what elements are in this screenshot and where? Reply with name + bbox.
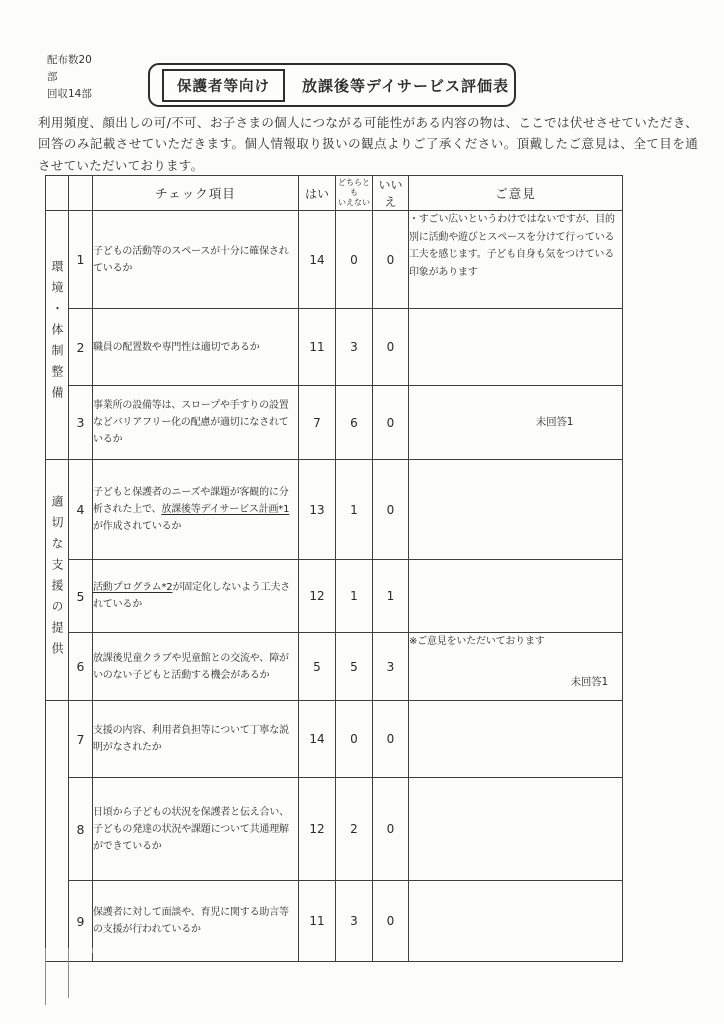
header-category-blank [46,176,69,211]
count-neither: 1 [336,460,373,560]
count-yes: 11 [299,309,336,386]
row-number: 3 [69,386,93,460]
count-no: 1 [373,560,409,633]
check-item-text: 事業所の設備等は、スロープや手すりの設置などバリアフリー化の配慮が適切になされているか [93,386,299,460]
check-item-underlined-term: 活動プログラム*2 [93,582,173,593]
header-comment: ご意見 [409,176,623,211]
comment-cell [409,560,623,633]
count-no: 0 [373,881,409,962]
count-neither: 6 [336,386,373,460]
table-header-row [46,176,623,211]
count-yes: 12 [299,778,336,881]
count-neither: 3 [336,309,373,386]
header-check-item: チェック項目 [93,176,299,211]
table-row [46,211,623,309]
category-label: 適切な支援の提供 [50,494,64,663]
count-neither: 2 [336,778,373,881]
comment-cell [409,309,623,386]
count-yes: 14 [299,701,336,778]
check-item-text: 支援の内容、利用者負担等について丁寧な説明がなされたか [93,701,299,778]
header-neither-line1: どちらとも [338,178,370,197]
audience-badge: 保護者等向け [162,69,285,102]
comment-cell [409,881,623,962]
distribution-note-line3: 回収14部 [47,87,92,100]
check-item-text: 放課後児童クラブや児童館との交流や、障がいのない子どもと活動する機会があるか [93,633,299,701]
category-cell-support [46,460,69,701]
check-item-underlined-term: 放課後等デイサービス計画*1 [161,504,290,515]
count-yes: 7 [299,386,336,460]
count-yes: 12 [299,560,336,633]
count-yes: 13 [299,460,336,560]
comment-cell [409,778,623,881]
distribution-note [47,52,92,102]
comment-note: ※ご意見をいただいております [409,636,545,647]
check-item-segment: が作成されているか [93,521,182,532]
count-neither: 1 [336,560,373,633]
title-box [148,63,516,107]
check-item-text [93,460,299,560]
check-item-text [93,560,299,633]
row-number: 8 [69,778,93,881]
category-label: 環境・体制整備 [50,260,64,407]
check-item-segment: 子どもと保護者のニーズや課題が客観的に分析された上で、 [93,487,289,515]
header-yes: はい [299,176,336,211]
comment-cell [409,386,623,460]
category-cell-blank [46,701,69,962]
comment-cell [409,460,623,560]
header-neither-line2: いえない [338,198,370,207]
distribution-note-line2: 部 [47,70,58,83]
row-number: 2 [69,309,93,386]
check-item-text: 保護者に対して面談や、育児に関する助言等の支援が行われているか [93,881,299,962]
comment-cell: ・すごい広いというわけではないですが、目的別に活動や遊びとスペースを分けて行っている工夫を感じます。子ども自身も気をつけている印象があります [409,211,623,309]
count-no: 0 [373,460,409,560]
header-no: いいえ [373,176,409,211]
check-item-text: 日頃から子どもの状況を保護者と伝え合い、子どもの発達の状況や課題について共通理解ができているか [93,778,299,881]
count-no: 0 [373,386,409,460]
count-no: 0 [373,309,409,386]
table-row [46,560,623,633]
page-title: 放課後等デイサービス評価表 [302,76,509,95]
evaluation-table [45,175,623,962]
header-neither [336,176,373,211]
check-item-text: 子どもの活動等のスペースが十分に確保されているか [93,211,299,309]
comment-cell [409,633,623,701]
count-neither: 3 [336,881,373,962]
scan-artifact-line [68,948,69,998]
row-number: 6 [69,633,93,701]
distribution-note-line1: 配布数20 [47,54,92,66]
count-no: 3 [373,633,409,701]
count-no: 0 [373,778,409,881]
count-neither: 0 [336,701,373,778]
scan-artifact-line [92,948,93,953]
row-number: 1 [69,211,93,309]
table-row [46,778,623,881]
table-row [46,701,623,778]
table-row [46,460,623,560]
count-no: 0 [373,701,409,778]
comment-content [409,633,622,691]
count-yes: 5 [299,633,336,701]
scan-artifact-line [45,948,46,1005]
unanswered-note: 未回答1 [535,416,574,429]
count-no: 0 [373,211,409,309]
category-cell-environment [46,211,69,460]
check-item-segment: が固定化しないよう工夫されているか [93,582,291,610]
row-number: 4 [69,460,93,560]
header-number-blank [69,176,93,211]
count-yes: 11 [299,881,336,962]
row-number: 9 [69,881,93,962]
count-neither: 0 [336,211,373,309]
table-row [46,309,623,386]
intro-paragraph: 利用頻度、顔出しの可/不可、お子さまの個人につながる可能性がある内容の物は、ここでは伏せさせていただき、回答のみ記載させていただきます。個人情報取り扱いの観点よりご了承ください。頂戴したご意見は、全て目を通させていただいております。 [38,115,698,173]
count-yes: 14 [299,211,336,309]
table-row [46,881,623,962]
comment-cell [409,701,623,778]
count-neither: 5 [336,633,373,701]
table-row [46,386,623,460]
table-row [46,633,623,701]
row-number: 5 [69,560,93,633]
check-item-text: 職員の配置数や専門性は適切であるか [93,309,299,386]
unanswered-note: 未回答1 [570,675,608,688]
row-number: 7 [69,701,93,778]
